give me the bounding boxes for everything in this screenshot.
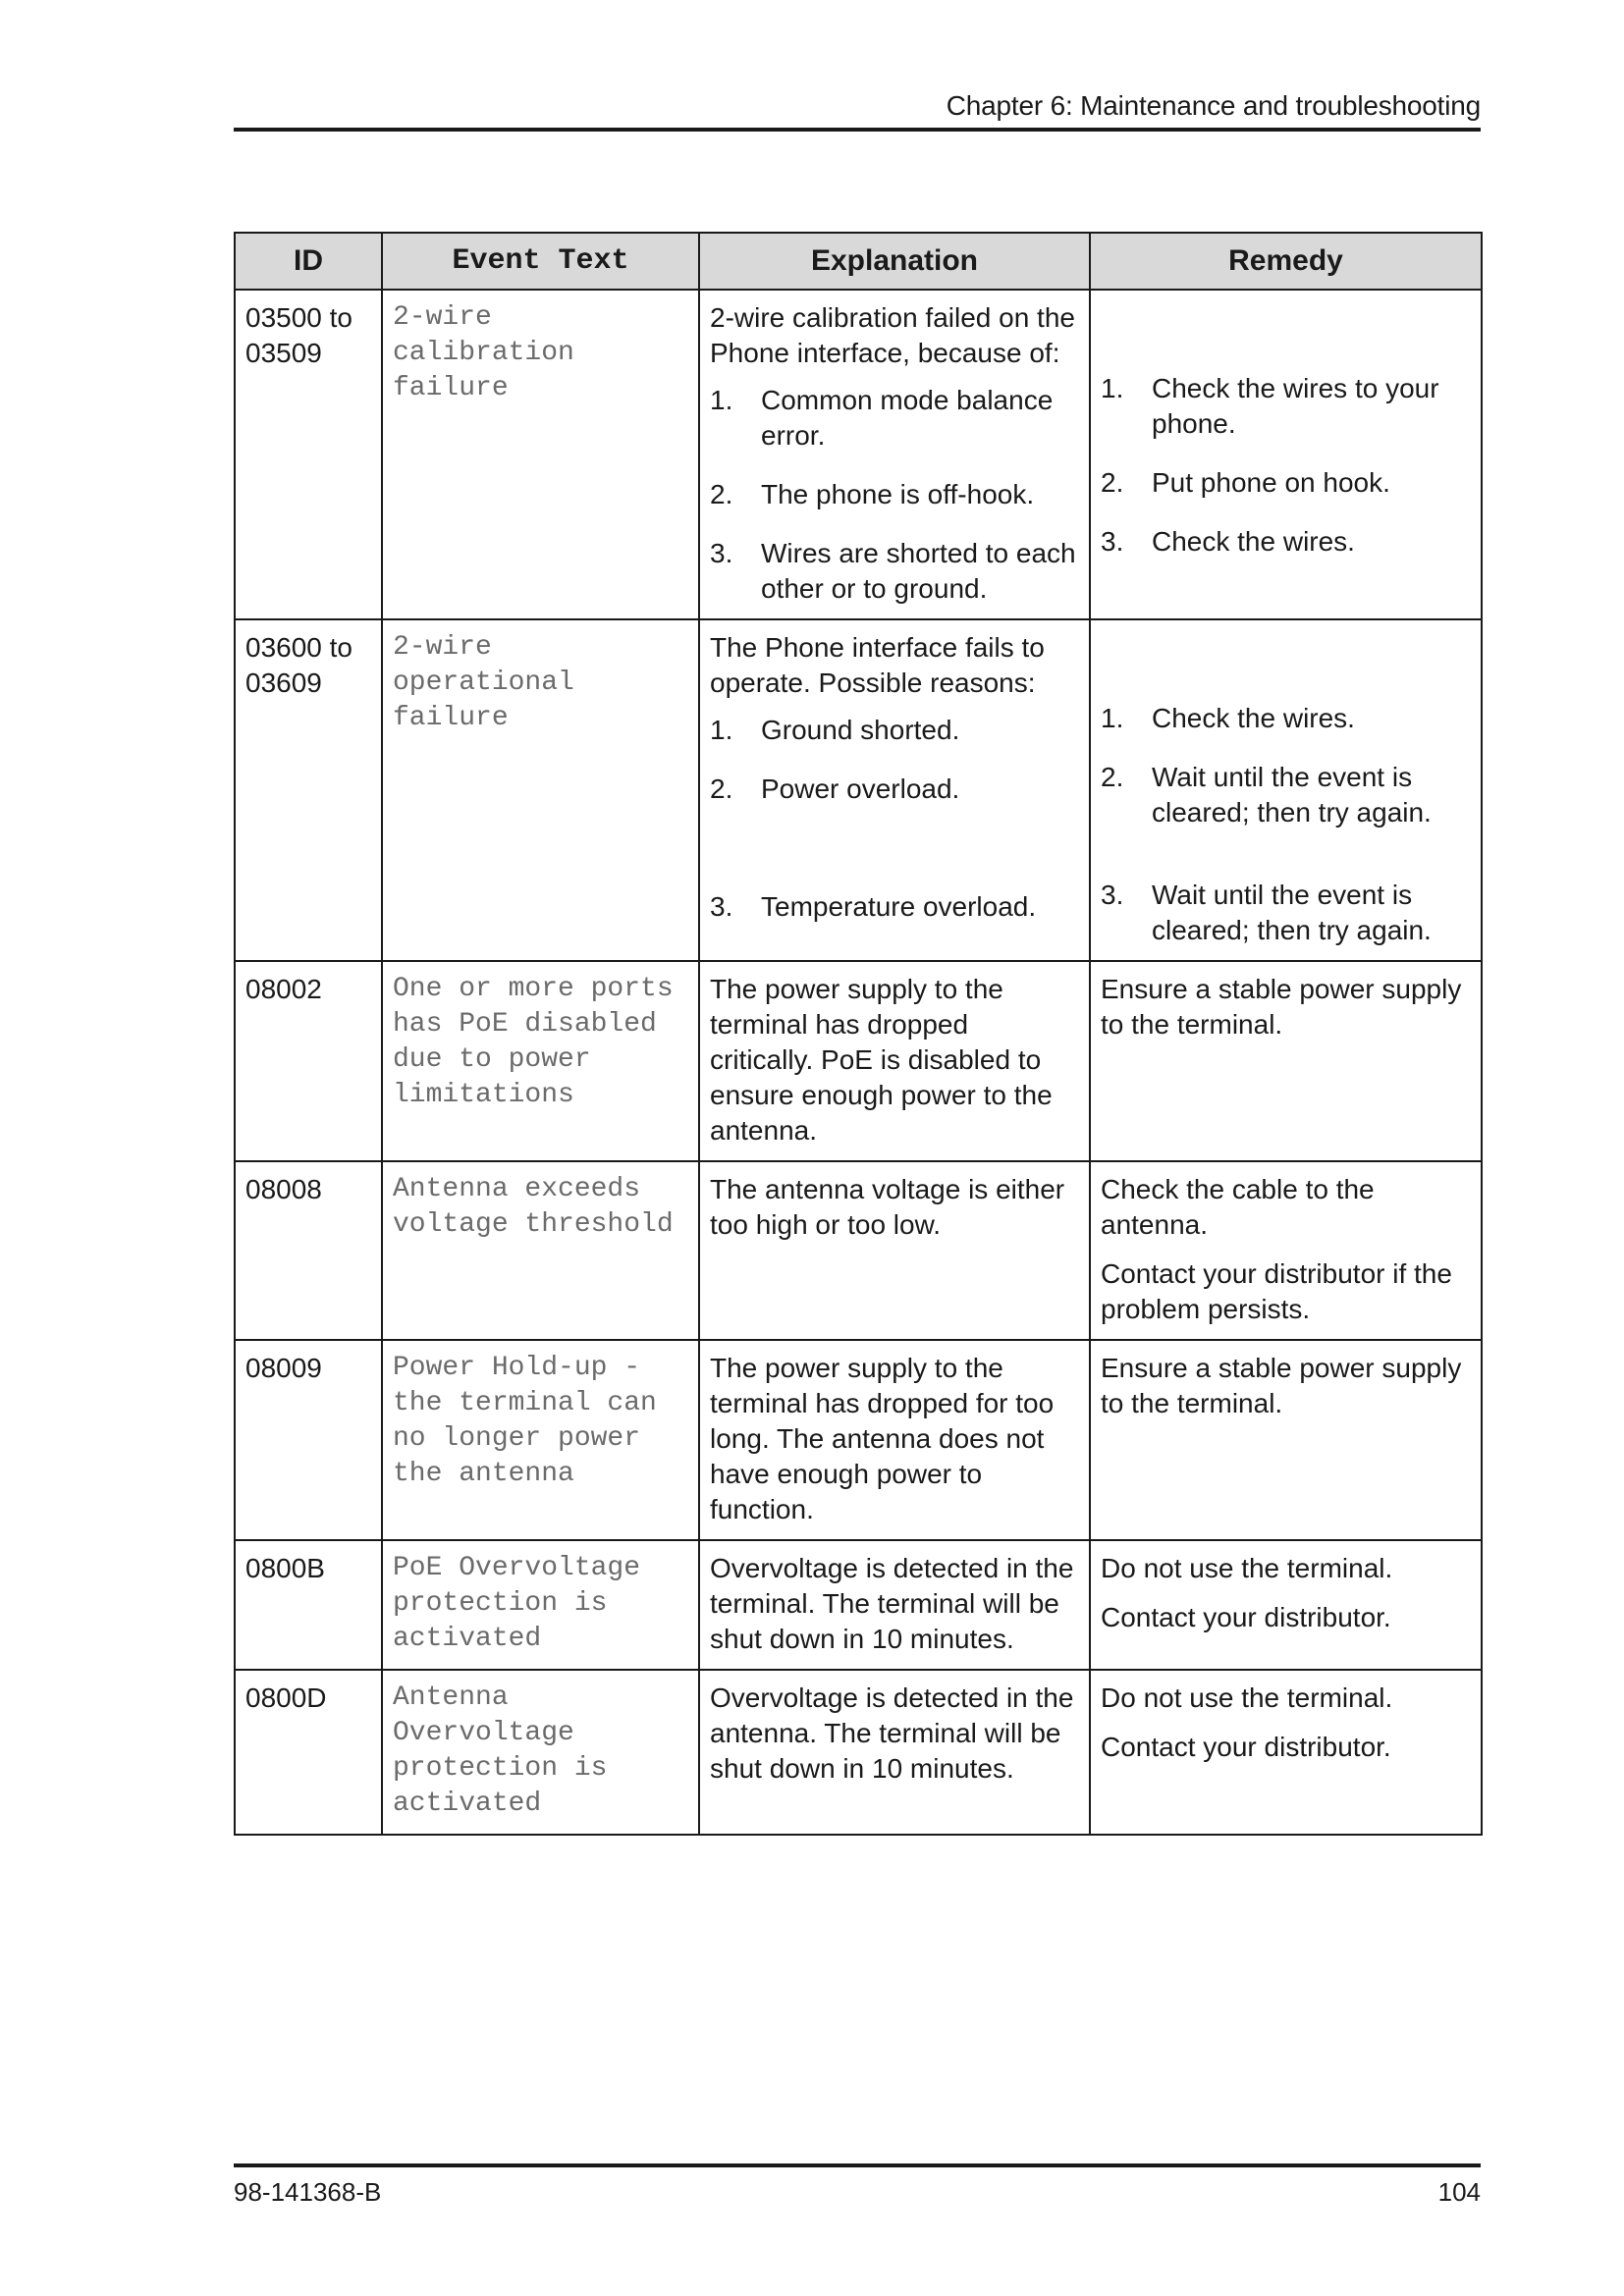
list-text: Check the wires. bbox=[1152, 526, 1355, 557]
list-number: 2. bbox=[1101, 467, 1124, 498]
explanation-intro: The Phone interface fails to operate. Possible reasons: bbox=[710, 632, 1045, 698]
list-item bbox=[710, 889, 1079, 925]
event-text: 2-wire calibration failure bbox=[382, 290, 699, 619]
table-row bbox=[235, 1670, 1482, 1835]
list-item bbox=[1101, 371, 1471, 442]
column-header-remedy: Remedy bbox=[1090, 233, 1482, 290]
remedy-text: Contact your distributor. bbox=[1101, 1602, 1391, 1632]
list-item bbox=[1101, 878, 1471, 948]
explanation-cell: Overvoltage is detected in the terminal. The terminal will be shut down in 10 minutes. bbox=[699, 1540, 1090, 1670]
remedy-list bbox=[1101, 371, 1471, 560]
explanation-cell bbox=[699, 290, 1090, 619]
event-table bbox=[234, 232, 1483, 1836]
chapter-title: Chapter 6: Maintenance and troubleshooting bbox=[946, 90, 1481, 121]
list-text: Common mode balance error. bbox=[761, 385, 1054, 451]
event-text: Antenna exceeds voltage threshold bbox=[382, 1161, 699, 1340]
list-item bbox=[1101, 701, 1471, 736]
list-text: Power overload. bbox=[761, 774, 960, 804]
remedy-text: Contact your distributor. bbox=[1101, 1732, 1391, 1762]
list-number: 3. bbox=[710, 538, 733, 568]
list-number: 1. bbox=[710, 385, 733, 415]
remedy-cell bbox=[1090, 1540, 1482, 1670]
list-number: 1. bbox=[1101, 373, 1124, 403]
remedy-cell bbox=[1090, 1340, 1482, 1540]
list-item bbox=[710, 383, 1079, 454]
remedy-cell bbox=[1090, 1670, 1482, 1835]
table-row bbox=[235, 290, 1482, 619]
explanation-list bbox=[710, 713, 1079, 925]
list-number: 2. bbox=[710, 479, 733, 509]
list-text: Wires are shorted to each other or to ground. bbox=[761, 538, 1076, 604]
explanation-cell: The antenna voltage is either too high or too low. bbox=[699, 1161, 1090, 1340]
list-item bbox=[710, 713, 1079, 748]
event-id: 0800D bbox=[235, 1670, 382, 1835]
explanation-cell bbox=[699, 619, 1090, 961]
list-text: Check the wires. bbox=[1152, 703, 1355, 733]
list-item bbox=[710, 536, 1079, 607]
list-number: 1. bbox=[710, 715, 733, 745]
remedy-cell bbox=[1090, 619, 1482, 961]
list-text: Wait until the event is cleared; then try again. bbox=[1152, 880, 1432, 945]
table-row bbox=[235, 1540, 1482, 1670]
document-number: 98-141368-B bbox=[234, 2177, 382, 2207]
page-number: 104 bbox=[1437, 2177, 1481, 2207]
remedy-cell bbox=[1090, 1161, 1482, 1340]
column-header-explanation: Explanation bbox=[699, 233, 1090, 290]
event-text: 2-wire operational failure bbox=[382, 619, 699, 961]
list-number: 3. bbox=[710, 891, 733, 922]
remedy-cell bbox=[1090, 290, 1482, 619]
table-row bbox=[235, 1340, 1482, 1540]
remedy-text: Ensure a stable power supply to the terminal. bbox=[1101, 974, 1462, 1040]
explanation-cell: Overvoltage is detected in the antenna. The terminal will be shut down in 10 minutes. bbox=[699, 1670, 1090, 1835]
list-number: 3. bbox=[1101, 880, 1124, 910]
remedy-text: Do not use the terminal. bbox=[1101, 1682, 1393, 1713]
list-item bbox=[710, 772, 1079, 866]
explanation-list bbox=[710, 383, 1079, 607]
event-id: 08009 bbox=[235, 1340, 382, 1540]
table-row bbox=[235, 619, 1482, 961]
list-text: Ground shorted. bbox=[761, 715, 960, 745]
remedy-text: Contact your distributor if the problem persists. bbox=[1101, 1258, 1452, 1324]
column-header-id: ID bbox=[235, 233, 382, 290]
remedy-cell bbox=[1090, 961, 1482, 1161]
remedy-text: Check the cable to the antenna. bbox=[1101, 1174, 1375, 1240]
table-row bbox=[235, 961, 1482, 1161]
column-header-event-text: Event Text bbox=[382, 233, 699, 290]
list-number: 3. bbox=[1101, 526, 1124, 557]
event-id: 08002 bbox=[235, 961, 382, 1161]
header-divider bbox=[234, 128, 1481, 132]
event-text: One or more ports has PoE disabled due to power limitations bbox=[382, 961, 699, 1161]
event-text: Antenna Overvoltage protection is activated bbox=[382, 1670, 699, 1835]
event-text: PoE Overvoltage protection is activated bbox=[382, 1540, 699, 1670]
list-number: 1. bbox=[1101, 703, 1124, 733]
list-text: Wait until the event is cleared; then try again. bbox=[1152, 762, 1432, 828]
list-text: Temperature overload. bbox=[761, 891, 1037, 922]
remedy-list bbox=[1101, 701, 1471, 948]
event-id: 08008 bbox=[235, 1161, 382, 1340]
list-item bbox=[1101, 760, 1471, 854]
remedy-text: Ensure a stable power supply to the terminal. bbox=[1101, 1353, 1462, 1418]
table-header-row bbox=[235, 233, 1482, 290]
list-number: 2. bbox=[1101, 762, 1124, 792]
list-item bbox=[1101, 524, 1471, 560]
explanation-cell: The power supply to the terminal has dropped critically. PoE is disabled to ensure enough power to the antenna. bbox=[699, 961, 1090, 1161]
list-text: The phone is off-hook. bbox=[761, 479, 1035, 509]
list-number: 2. bbox=[710, 774, 733, 804]
list-text: Check the wires to your phone. bbox=[1152, 373, 1439, 439]
event-id: 0800B bbox=[235, 1540, 382, 1670]
table-row bbox=[235, 1161, 1482, 1340]
remedy-text: Do not use the terminal. bbox=[1101, 1553, 1393, 1583]
list-item bbox=[710, 477, 1079, 512]
explanation-cell: The power supply to the terminal has dropped for too long. The antenna does not have enough power to function. bbox=[699, 1340, 1090, 1540]
event-text: Power Hold-up - the terminal can no longer power the antenna bbox=[382, 1340, 699, 1540]
event-id: 03600 to 03609 bbox=[235, 619, 382, 961]
list-item bbox=[1101, 465, 1471, 501]
footer-divider bbox=[234, 2163, 1481, 2167]
event-id: 03500 to 03509 bbox=[235, 290, 382, 619]
list-text: Put phone on hook. bbox=[1152, 467, 1390, 498]
explanation-intro: 2-wire calibration failed on the Phone interface, because of: bbox=[710, 302, 1075, 368]
